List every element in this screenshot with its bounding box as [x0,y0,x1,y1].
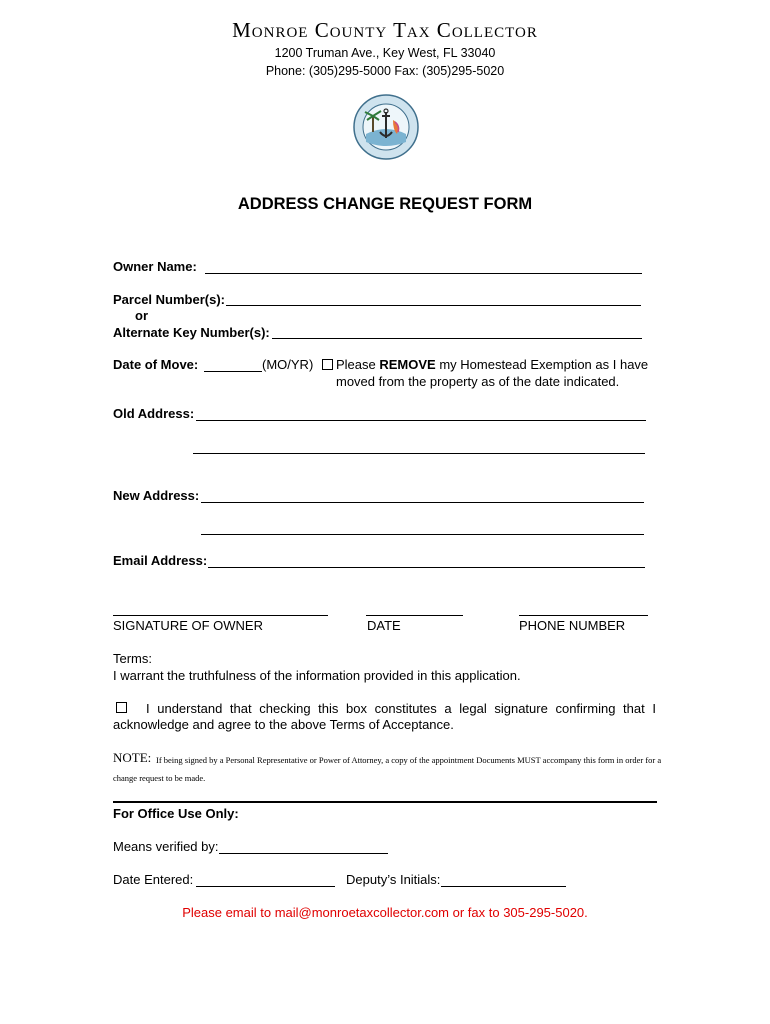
remove-homestead-text-2: moved from the property as of the date indicated. [336,374,620,389]
office-use-heading: For Office Use Only: [113,806,239,821]
office-title: Monroe County Tax Collector [232,18,538,42]
or-label: or [135,308,148,323]
date-of-move-label: Date of Move: [113,357,199,372]
email-address-field[interactable] [208,567,645,568]
consent-checkbox[interactable] [116,702,127,713]
deputy-initials-label: Deputy’s Initials: [346,872,441,887]
remove-homestead-checkbox[interactable] [322,359,333,370]
signature-owner-field[interactable] [113,615,328,616]
signature-owner-label: SIGNATURE OF OWNER [113,618,263,633]
note-text-1: If being signed by a Personal Representative or Power of Attorney, a copy of the appointment Documents MUST accompany this form in order for a [156,755,662,765]
office-phone-fax: Phone: (305)295-5000 Fax: (305)295-5020 [265,64,505,78]
old-address-field-2[interactable] [193,453,645,454]
mo-yr-hint: (MO/YR) [262,357,314,372]
owner-name-label: Owner Name: [113,259,197,274]
new-address-field-1[interactable] [201,502,644,503]
deputy-initials-field[interactable] [441,886,566,887]
owner-name-field[interactable] [205,273,642,274]
consent-text-1: I understand that checking this box constitutes a legal signature confirming that I [146,701,656,716]
means-verified-label: Means verified by: [113,839,219,854]
old-address-field-1[interactable] [196,420,646,421]
signature-date-field[interactable] [366,615,463,616]
alternate-key-field[interactable] [272,338,642,339]
date-entered-label: Date Entered: [113,872,194,887]
signature-phone-label: PHONE NUMBER [519,618,626,633]
note-text-2: change request to be made. [113,773,206,783]
terms-text: I warrant the truthfulness of the information provided in this application. [113,668,521,683]
parcel-number-field[interactable] [226,305,641,306]
alternate-key-label: Alternate Key Number(s): [113,325,270,340]
parcel-number-label: Parcel Number(s): [113,292,225,307]
remove-homestead-text: Please REMOVE my Homestead Exemption as I have [336,357,649,372]
form-title: ADDRESS CHANGE REQUEST FORM [237,195,533,213]
old-address-label: Old Address: [113,406,195,421]
office-address: 1200 Truman Ave., Key West, FL 33040 [274,46,496,60]
means-verified-field[interactable] [219,853,388,854]
note-label: NOTE: [113,750,152,765]
email-address-label: Email Address: [113,553,208,568]
county-seal-icon [353,94,419,160]
signature-phone-field[interactable] [519,615,648,616]
consent-text-2: acknowledge and agree to the above Terms of Acceptance. [113,717,454,732]
terms-label: Terms: [113,651,152,666]
new-address-label: New Address: [113,488,200,503]
date-of-move-field[interactable] [204,371,262,372]
office-divider [113,801,657,803]
new-address-field-2[interactable] [201,534,644,535]
footer-contact: Please email to mail@monroetaxcollector.com or fax to 305-295-5020. [182,905,588,920]
date-entered-field[interactable] [196,886,335,887]
signature-date-label: DATE [367,618,401,633]
